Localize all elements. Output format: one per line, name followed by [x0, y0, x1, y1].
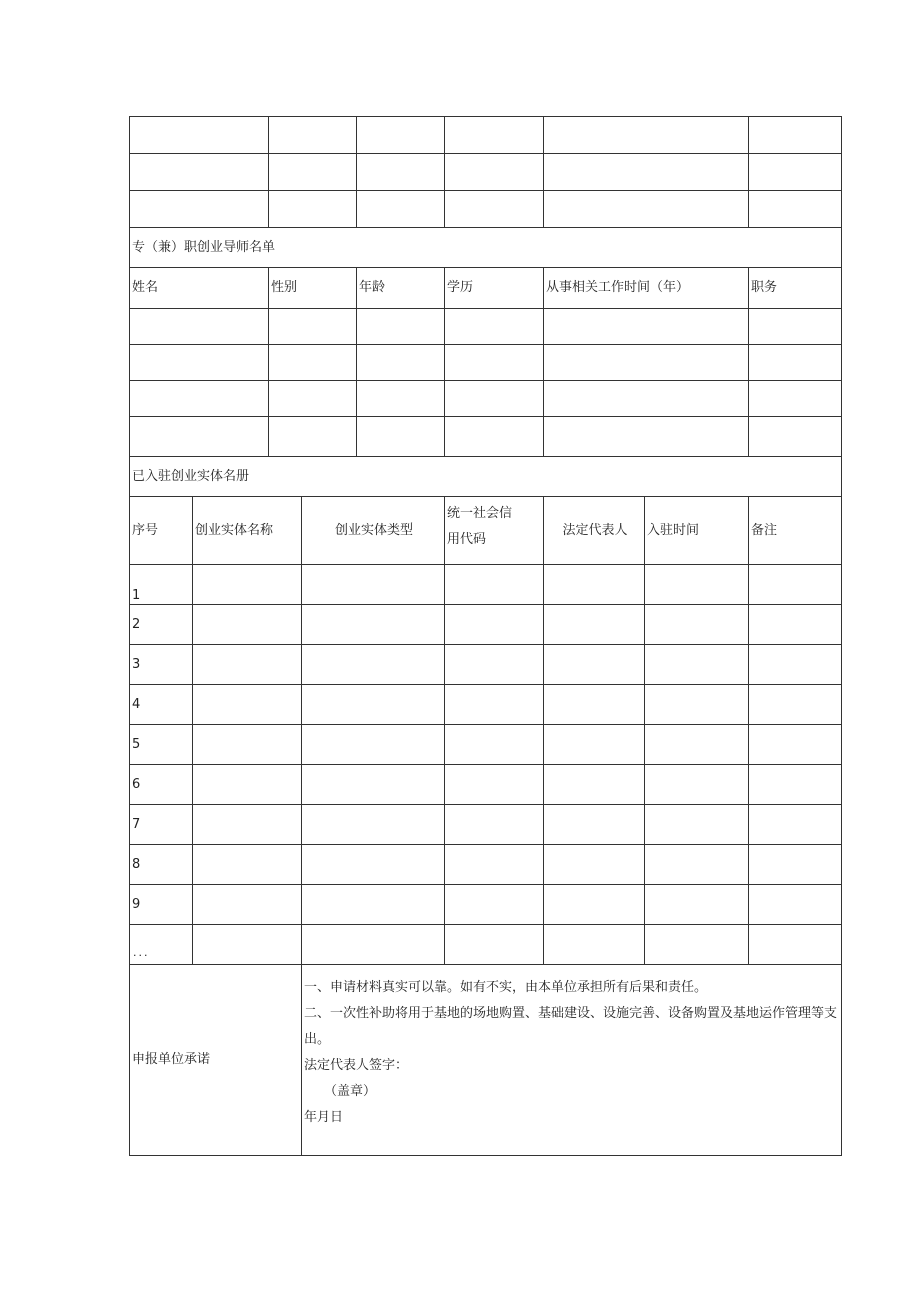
table-row	[130, 845, 842, 885]
table-row	[130, 805, 842, 845]
blank-cell[interactable]	[749, 565, 842, 605]
blank-cell[interactable]	[269, 154, 357, 191]
top-blank-table	[129, 116, 842, 228]
entity-table	[129, 456, 842, 965]
blank-cell[interactable]	[130, 309, 269, 345]
blank-cell[interactable]	[544, 925, 645, 965]
table-row	[130, 191, 842, 228]
row-number: 6	[130, 765, 193, 805]
blank-cell[interactable]	[269, 381, 357, 417]
mentor-section-title: 专（兼）职创业导师名单	[130, 228, 842, 268]
section-title-row	[130, 228, 842, 268]
blank-cell[interactable]	[357, 191, 445, 228]
commitment-table	[129, 964, 842, 1156]
blank-cell[interactable]	[130, 117, 269, 154]
blank-cell[interactable]	[130, 191, 269, 228]
blank-cell[interactable]	[445, 885, 544, 925]
header-credit-code-line2: 用代码	[447, 531, 487, 547]
blank-cell[interactable]	[544, 805, 645, 845]
table-row	[130, 605, 842, 645]
blank-cell[interactable]	[445, 309, 544, 345]
blank-cell[interactable]	[445, 605, 544, 645]
blank-cell[interactable]	[302, 885, 445, 925]
blank-cell[interactable]	[130, 154, 269, 191]
table-row	[130, 925, 842, 965]
header-entry-time: 入驻时间	[645, 497, 749, 565]
table-row	[130, 725, 842, 765]
blank-cell[interactable]	[645, 845, 749, 885]
blank-cell[interactable]	[749, 309, 842, 345]
header-entity-type: 创业实体类型	[302, 497, 445, 565]
table-row	[130, 381, 842, 417]
table-row	[130, 885, 842, 925]
blank-cell[interactable]	[544, 191, 749, 228]
table-row	[130, 345, 842, 381]
blank-cell[interactable]	[749, 765, 842, 805]
header-entity-name: 创业实体名称	[193, 497, 302, 565]
commitment-line-2: 二、一次性补助将用于基地的场地购置、基础建设、设施完善、设备购置及基地运作管理等支出。	[304, 1006, 838, 1047]
blank-cell[interactable]	[749, 885, 842, 925]
row-number: 2	[130, 605, 193, 645]
table-row	[130, 685, 842, 725]
blank-cell[interactable]	[193, 885, 302, 925]
seal-label: （盖章）	[324, 1084, 377, 1099]
blank-cell[interactable]	[645, 805, 749, 845]
mentor-table	[129, 227, 842, 457]
blank-cell[interactable]	[193, 845, 302, 885]
commitment-line-1: 一、申请材料真实可以靠。如有不实，由本单位承担所有后果和责任。	[304, 980, 708, 995]
blank-cell[interactable]	[302, 845, 445, 885]
blank-cell[interactable]	[645, 645, 749, 685]
blank-cell[interactable]	[130, 417, 269, 457]
blank-cell[interactable]	[544, 309, 749, 345]
blank-cell[interactable]	[544, 885, 645, 925]
blank-cell[interactable]	[544, 117, 749, 154]
header-position: 职务	[749, 268, 842, 309]
blank-cell[interactable]	[749, 345, 842, 381]
blank-cell[interactable]	[544, 381, 749, 417]
blank-cell[interactable]	[445, 191, 544, 228]
blank-cell[interactable]	[445, 345, 544, 381]
blank-cell[interactable]	[645, 925, 749, 965]
blank-cell[interactable]	[749, 381, 842, 417]
blank-cell[interactable]	[193, 805, 302, 845]
blank-cell[interactable]	[445, 805, 544, 845]
table-row	[130, 765, 842, 805]
blank-cell[interactable]	[445, 417, 544, 457]
blank-cell[interactable]	[544, 417, 749, 457]
blank-cell[interactable]	[544, 725, 645, 765]
blank-cell[interactable]	[269, 417, 357, 457]
blank-cell[interactable]	[357, 381, 445, 417]
blank-cell[interactable]	[445, 117, 544, 154]
blank-cell[interactable]	[193, 725, 302, 765]
blank-cell[interactable]	[749, 685, 842, 725]
commitment-row	[130, 965, 842, 1156]
row-number: 9	[130, 885, 193, 925]
blank-cell[interactable]	[645, 605, 749, 645]
table-row	[130, 565, 842, 605]
header-name: 姓名	[130, 268, 269, 309]
blank-cell[interactable]	[302, 805, 445, 845]
blank-cell[interactable]	[302, 565, 445, 605]
blank-cell[interactable]	[445, 154, 544, 191]
blank-cell[interactable]	[302, 925, 445, 965]
blank-cell[interactable]	[193, 765, 302, 805]
blank-cell[interactable]	[445, 845, 544, 885]
row-number: 3	[130, 645, 193, 685]
blank-cell[interactable]	[269, 191, 357, 228]
blank-cell[interactable]	[749, 417, 842, 457]
blank-cell[interactable]	[302, 605, 445, 645]
blank-cell[interactable]	[544, 845, 645, 885]
blank-cell[interactable]	[193, 565, 302, 605]
header-credit-code	[445, 497, 544, 565]
blank-cell[interactable]	[445, 685, 544, 725]
row-number: 8	[130, 845, 193, 885]
blank-cell[interactable]	[269, 117, 357, 154]
blank-cell[interactable]	[544, 565, 645, 605]
blank-cell[interactable]	[445, 925, 544, 965]
header-remarks: 备注	[749, 497, 842, 565]
blank-cell[interactable]	[749, 605, 842, 645]
blank-cell[interactable]	[445, 725, 544, 765]
header-age: 年龄	[357, 268, 445, 309]
blank-cell[interactable]	[357, 417, 445, 457]
blank-cell[interactable]	[544, 154, 749, 191]
blank-cell[interactable]	[445, 765, 544, 805]
entity-section-title: 已入驻创业实体名册	[130, 457, 842, 497]
blank-cell[interactable]	[193, 645, 302, 685]
blank-cell[interactable]	[302, 765, 445, 805]
commitment-label: 申报单位承诺	[130, 965, 302, 1156]
blank-cell[interactable]	[544, 685, 645, 725]
commitment-content	[302, 965, 842, 1156]
blank-cell[interactable]	[445, 565, 544, 605]
row-number: 5	[130, 725, 193, 765]
blank-cell[interactable]	[544, 765, 645, 805]
blank-cell[interactable]	[749, 645, 842, 685]
blank-cell[interactable]	[445, 645, 544, 685]
blank-cell[interactable]	[749, 191, 842, 228]
table-row	[130, 117, 842, 154]
blank-cell[interactable]	[357, 345, 445, 381]
signature-label: 法定代表人签字：	[304, 1058, 409, 1073]
date-label: 年月日	[304, 1110, 344, 1125]
blank-cell[interactable]	[130, 345, 269, 381]
row-number: 1	[130, 565, 193, 605]
row-number-ellipsis: ...	[130, 925, 193, 965]
blank-cell[interactable]	[130, 381, 269, 417]
blank-cell[interactable]	[302, 725, 445, 765]
blank-cell[interactable]	[749, 845, 842, 885]
header-credit-code-line1: 统一社会信	[447, 505, 513, 521]
table-row	[130, 417, 842, 457]
blank-cell[interactable]	[645, 565, 749, 605]
blank-cell[interactable]	[544, 345, 749, 381]
blank-cell[interactable]	[269, 345, 357, 381]
blank-cell[interactable]	[302, 645, 445, 685]
row-number: 4	[130, 685, 193, 725]
blank-cell[interactable]	[193, 925, 302, 965]
blank-cell[interactable]	[357, 154, 445, 191]
blank-cell[interactable]	[302, 685, 445, 725]
header-gender: 性别	[269, 268, 357, 309]
blank-cell[interactable]	[269, 309, 357, 345]
application-form	[129, 116, 841, 1156]
blank-cell[interactable]	[445, 381, 544, 417]
blank-cell[interactable]	[749, 805, 842, 845]
section-title-row	[130, 457, 842, 497]
blank-cell[interactable]	[357, 117, 445, 154]
blank-cell[interactable]	[645, 725, 749, 765]
mentor-header-row	[130, 268, 842, 309]
blank-cell[interactable]	[749, 117, 842, 154]
table-row	[130, 309, 842, 345]
entity-header-row	[130, 497, 842, 565]
blank-cell[interactable]	[544, 605, 645, 645]
row-number: 7	[130, 805, 193, 845]
blank-cell[interactable]	[645, 765, 749, 805]
blank-cell[interactable]	[193, 605, 302, 645]
header-seq: 序号	[130, 497, 193, 565]
header-education: 学历	[445, 268, 544, 309]
table-row	[130, 645, 842, 685]
blank-cell[interactable]	[544, 645, 645, 685]
blank-cell[interactable]	[193, 685, 302, 725]
blank-cell[interactable]	[749, 925, 842, 965]
blank-cell[interactable]	[749, 725, 842, 765]
blank-cell[interactable]	[749, 154, 842, 191]
header-legal-rep: 法定代表人	[544, 497, 645, 565]
blank-cell[interactable]	[645, 885, 749, 925]
blank-cell[interactable]	[357, 309, 445, 345]
blank-cell[interactable]	[645, 685, 749, 725]
header-work-years: 从事相关工作时间（年）	[544, 268, 749, 309]
table-row	[130, 154, 842, 191]
